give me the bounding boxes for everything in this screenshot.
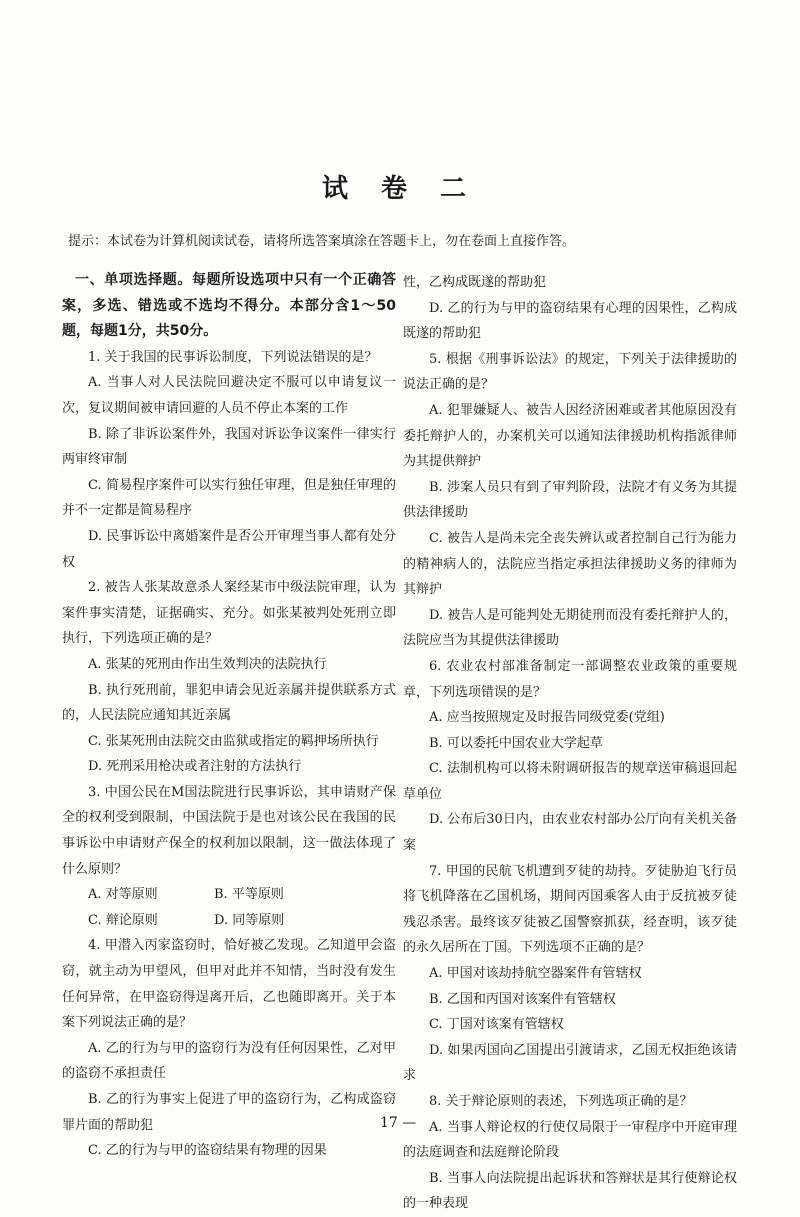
- option-7c: C. 丁国对该案有管辖权: [429, 1017, 564, 1033]
- option-5d: D. 被告人是可能判处无期徒刑而没有委托辩护人的，法院应当为其提供法律援助: [403, 607, 737, 649]
- option-6a: A. 应当按照规定及时报告同级党委(党组): [429, 710, 665, 726]
- option-6b: B. 可以委托中国农业大学起草: [429, 735, 603, 751]
- option-7a: A. 甲国对该劫持航空器案件有管辖权: [429, 966, 642, 982]
- question-7: 7. 甲国的民航飞机遭到歹徒的劫持。歹徒胁迫飞行员将飞机降落在乙国机场，期间丙国乘客人由于反抗被歹徒残忍杀害。最终该歹徒被乙国警察抓获，经查明，该歹徒的永久居所在丁国。下列选项不正确的是？: [403, 863, 737, 956]
- option-4a: A. 乙的行为与甲的盗窃行为没有任何因果性，乙对甲的盗窃不承担责任: [62, 1040, 396, 1082]
- option-2b: B. 执行死刑前，罪犯申请会见近亲属并提供联系方式的，人民法院应通知其近亲属: [62, 682, 396, 724]
- option-3d: D. 同等原则: [214, 912, 285, 928]
- options-3-row2: [62, 908, 396, 934]
- option-7d: D. 如果丙国向乙国提出引渡请求，乙国无权拒绝该请求: [403, 1042, 737, 1084]
- option-3c: C. 辩论原则: [88, 912, 158, 928]
- question-5: 5. 根据《刑事诉讼法》的规定，下列关于法律援助的说法正确的是？: [403, 351, 737, 393]
- option-6c: C. 法制机构可以将未附调研报告的规章送审稿退回起草单位: [403, 761, 737, 802]
- exam-title: 试 卷 二: [321, 174, 479, 204]
- options-3-row1: [62, 882, 396, 908]
- option-2a: A. 张某的死刑由作出生效判决的法院执行: [88, 656, 327, 672]
- option-3a: A. 对等原则: [88, 887, 158, 903]
- option-1b: B. 除了非诉讼案件外，我国对诉讼争议案件一律实行两审终审制: [62, 426, 396, 468]
- option-4b: B. 乙的行为事实上促进了甲的盗窃行为，乙构成盗窃罪片面的帮助犯: [62, 1092, 396, 1133]
- section-heading: 一、单项选择题。每题所设选项中只有一个正确答案，多选、错选或不选均不得分。本部分含1～50题，每题1分，共50分。: [62, 272, 396, 340]
- option-5a: A. 犯罪嫌疑人、被告人因经济困难或者其他原因没有委托辩护人的，办案机关可以通知法律援助机构指派律师为其提供辩护: [403, 402, 737, 470]
- option-2d: D. 死刑采用枪决或者注射的方法执行: [88, 759, 302, 775]
- option-7b: B. 乙国和丙国对该案件有管辖权: [429, 991, 616, 1007]
- page-number: 17 —: [380, 1115, 417, 1131]
- option-8a: A. 当事人辩论权的行使仅局限于一审程序中开庭审理的法庭调查和法庭辩论阶段: [403, 1119, 737, 1161]
- option-1a: A. 当事人对人民法院回避决定不服可以申请复议一次，复议期间被申请回避的人员不停止本案的工作: [62, 375, 396, 416]
- option-3b: B. 平等原则: [214, 887, 284, 903]
- question-4: 4. 甲潜入丙家盗窃时，恰好被乙发现。乙知道甲会盗窃，就主动为甲望风，但甲对此并不知情，当时没有发生任何异常，在甲盗窃得逞离开后，乙也随即离开。关于本案下列说法正确的是？: [62, 938, 396, 1031]
- question-6: 6. 农业农村部准备制定一部调整农业政策的重要规章，下列选项错误的是？: [403, 658, 737, 700]
- question-3: 3. 中国公民在M国法院进行民事诉讼，其申请财产保全的权利受到限制，中国法院于是也对该公民在我国的民事诉讼中申请财产保全的权利加以限制，这一做法体现了什么原则？: [62, 784, 396, 877]
- right-column: [403, 270, 737, 1217]
- option-4d: D. 乙的行为与甲的盗窃结果有心理的因果性，乙构成既遂的帮助犯: [403, 300, 737, 342]
- option-2c: C. 张某死刑由法院交由监狱或指定的羁押场所执行: [88, 733, 379, 749]
- option-4c: C. 乙的行为与甲的盗窃结果有物理的因果: [88, 1143, 327, 1159]
- option-8b: B. 当事人向法院提出起诉状和答辩状是其行使辩论权的一种表现: [403, 1170, 737, 1212]
- option-6d: D. 公布后30日内，由农业农村部办公厅向有关机关备案: [403, 812, 737, 854]
- question-1: 1. 关于我国的民事诉讼制度，下列说法错误的是？: [88, 349, 378, 365]
- option-4c-continued: 性，乙构成既遂的帮助犯: [403, 275, 547, 290]
- question-8: 8. 关于辩论原则的表述，下列选项正确的是？: [429, 1094, 693, 1109]
- option-1c: C. 简易程序案件可以实行独任审理，但是独任审理的并不一定都是简易程序: [62, 477, 396, 519]
- option-1d: D. 民事诉讼中离婚案件是否公开审理当事人都有处分权: [62, 528, 396, 570]
- option-5c: C. 被告人是尚未完全丧失辨认或者控制自己行为能力的精神病人的，法院应当指定承担法律援助义务的律师为其辩护: [403, 530, 737, 598]
- question-2: 2. 被告人张某故意杀人案经某市中级法院审理，认为案件事实清楚，证据确实、充分。如张某被判处死刑立即执行，下列选项正确的是？: [62, 580, 396, 647]
- option-5b: B. 涉案人员只有到了审判阶段，法院才有义务为其提供法律援助: [403, 479, 737, 521]
- left-column: [62, 268, 396, 1164]
- exam-hint: 提示：本试卷为计算机阅读试卷，请将所选答案填涂在答题卡上，勿在卷面上直接作答。: [68, 234, 576, 249]
